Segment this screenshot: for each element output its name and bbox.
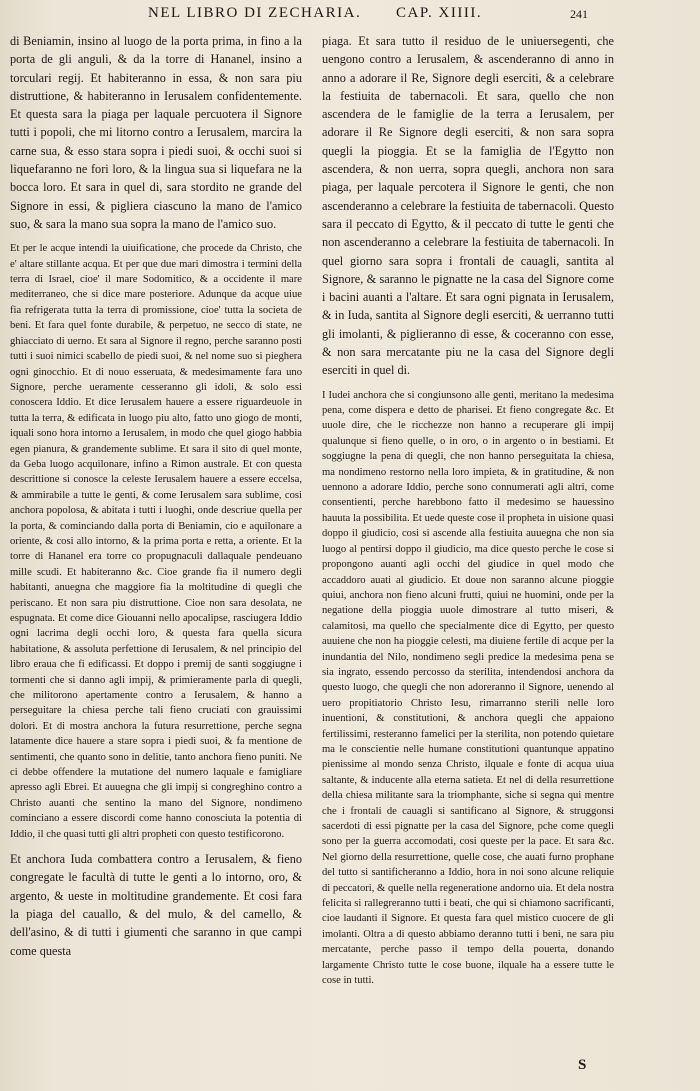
chapter-number: CAP. XIIII. [396, 5, 483, 21]
left-column [10, 32, 302, 960]
scripture-text-right: piaga. Et sara tutto il residuo de le uniuersegenti, che uengono contro a Ierusalem, & ascenderanno di anno in anno a adorare il Re, Signore degli eserciti, & a celebrare la festiuita de tabernacoli. Et sara, quello che non ascendera de le famiglie de la terra a Ierusalem, per adorare il Re Signore degli eserciti, & non sara sopra quegli la pioggia. Et se la famiglia de l'Egytto non ascendera, & non uerra, sopra quegli, anchora non sara piaga, per laquale percotera il Signore le genti, che non ascenderanno a celebrare la festiuita de tabernacoli. Questo sara il peccato di Egytto, & il peccato di tutte le genti che non ascenderanno a celebrare la festiuita de tabernacoli. In quel giorno sara sopra i frontali de cauagli, santita al Signore, & saranno le pignatte ne la casa del Signore come i bacini auanti a l'altare. Et sara ogni pignata in Ierusalem, & in Iuda, santita al Signore degli eserciti, & uerranno tutti gli imolanti, & piglieranno di esse, & coceranno con esse, & non sara mercatante piu ne la casa del Signore degli eserciti in quel di. [322, 34, 614, 378]
running-title: NEL LIBRO DI ZECHARIA. [148, 5, 362, 21]
folio-number: 241 [570, 7, 588, 21]
scripture-text-closing: Et anchora Iuda combattera contro a Ierusalem, & fieno congregate le facultà di tutte le genti a lo intorno, oro, & argento, & ueste in moltitudine grandemente. Et cosi fara la piaga del cauallo, & del mulo, & del camello, & dell'asino, & di tutti i giumenti che saranno in que campi come questa [10, 852, 302, 958]
right-column [322, 32, 614, 988]
scripture-text-opening: di Beniamin, insino al luogo de la porta prima, in fino a la porta de gli anguli, & da la torre di Hananel, insino a torculari regij. Et habiteranno in essa, & non sara piu distruttione, & habiteranno in Ierusalem confidentemente. Et questa sara la piaga per laquale percuotera il Signore tutti i popoli, che mi litorno contro a Ierusalem, marcira la carne sua, & esso stara sopra i piedi suoi, & occhi suoi si liquefaranno ne fori loro, & la lingua sua si liquefara ne la bocca loro. Et sara in quel di, sara stordito ne grande del Signore in essi, & pigliera ciascuno la mano de l'amico suo, & sara la mano sua sopra la mano de l'amico suo. [10, 34, 302, 231]
commentary-text-right: I Iudei anchora che si congiunsono alle genti, meritano la medesima pena, come dispera e detto de pharisei. Et fieno congregate &c. Et uuole dire, che le ricchezze non hanno a recuperare gli impij qualunque si fieno quelle, o in oro, o in argento o in bestiami. Et soggiugne la pena di quegli, che non hanno perseguitata la chiesa, ma nondimeno restorno nella loro impieta, & in gratitudine, & non uennono a adorare Iddio, perche sono connumerati agli altri, come consentienti, perche harebbono fatto il medesimo se hauessino hauuta la possibilita. Et uede queste cose il propheta in uisione quasi doppo il giudicio, cosi si ascende alla festiuita auuegna che non sia luogo al pentirsi doppo il giudicio, ma dice questo perche le cose si propongono auanti agli occhi del giudice in quel modo che accaddoro auati al giudicio. Et doue non saranno alcune pioggie quiui, anchora non fieno alcuni frutti, quiui ne huomini, onde per la negatione della pioggia uuole dimostrare al tutto miseri, & calamitosi, ma quello che specialmente dice di Egytto, per questo auuiene che non ha pioggie celesti, ma diuiene fertile di acque per la inundantia del Nilo, nondimeno segli predice la medesima pena se sia ingrato, essendo percosso da sterilita, intendendosi anchora da questo luogo, che quegli che non adoreranno il Signore, uenendo al uero propitiatorio Christo Iesu, rimarranno sterili nelle loro inuentioni, & constitutioni, & anchora quegli che appaiono fertilissimi, resteranno famelici per la sterilita, non potendo quietare ma le conscientie nelle humane constitutioni quantunque appatino pienissime al mondo senza Christo, ilquale e fonte di acqua uiua saltante, & inducente alla eterna satieta. Et nel di della resurrettione della chiesa militante sara la triomphante, siche si segna qui mentre che i frontali de cauagli si santificano al Signore, & struggonsi sacerdoti di essi pignatte per la casa del Signore, pche come quegli sono per la guerra accomodati, cosi queste per la pace. Et sara &c. Nel giorno della resurrettione, quelle cose, che auati furno prophane del tutto si santificheranno a Iddio, hora in noi sono alcune reliquie di peccatori, & quelle nella regeneratione andorno uia. Et dela nostra felicita si rallegreranno tutti i beati, che qui si chiamono sacrificanti, cioe laudanti il Signore. Et questa fara quel mistico cuocere de gli imolanti. Oltra a di questo abbiamo deranno tutti i beni, ne sara piu mercatante, perche passo il tempo della pouerta, donando largamente Christo tutte le cose buone, ilquale ha a essere tutte le cose in tutti. [322, 389, 614, 987]
commentary-text-left: Et per le acque intendi la uiuificatione, che procede da Christo, che e' altare stillante acqua. Et per que due mari dimostra i termini della terra di Israel, cioe' il mare Sodomitico, & a occidente il mare mediterraneo, che si dice mare posteriore. Adunque da acque uiue fia refrigerata tutta la terra di promissione, cioe' tutta la societa de beni. Et fara quel fonte durabile, & perpetuo, ne secco di state, ne ghiacciato di uerno. Et sara al Signore il regno, perche saranno posti tutti i suoi nimici scabello de piedi suoi, & nel nome suo si pieghera ogni ginocchio. Et di nouo esseruata, & medesimamente fara uno Signore, perche ueramente cesseranno gli idoli, & solo essi conoscera Iddio. Et dice Ierusalem hauere a essere riguardeuole in tutta la terra, & edificata in luogo piu alto, fatto uno giogo de monti, iquali sono hora intorno a Ierusalem, in modo che quel giogo habbia egen pianura, & grandemente sublime. Et sara il sito di quel monte, da Geba luogo acquilonare, infino a Rimon australe. Et con questa descrittione si conosce la celeste Ierusalem hauere a essere eccelsa, & ammirabile a tutte le genti, & come Ierusalem sara sublime, cosi anchora popolosa, & abitata i tutti i luoghi, onde descriue quella per la porta, & cominciando dalla porta di Beniamin, cio e aquilonare a oriente, & cosi allo intorno, & la prima porta e retta, a oriente. Et la torre di Hananel era torre co propugnaculi dallaquale pendeuano mille scudi. Et habiteranno &c. Cioe grande fia il numero degli habitanti, anuegna che maggiore fia la moltitudine di quegli che periscano. Et non sara piu distruttione. Cioe non sara desolata, ne espugnata. Et come dice Giouanni nello apocalipse, rasciugera Iddio ogni lacrima degli occhi loro, & questa fara quella sicura habitatione, & assoluta perfettione di Ierusalem, & nel principio del libro eraua che fi edificassi. Et doppo i premij de santi soggiugne i tormenti che si danno agli impij, & primieramente parla di quegli, che militorono apertamente contro a Ierusalem, & hanno a perseguitare la chiesa perche tali fieno cruciati con grauissimi dolori. Et di mostra anchora la futura resurrettione, perche segna latamente dice hauere a stare sopra i piedi suoi, & fa mentione de sentimenti, che quanto sono in delitie, tanto anchora fieno puniti. Ne ci debbe offendere la mutatione del numero laquale e famigliare apresso agli Ebrei. Et auuegna che gli impij si congreghino contro a Christo auanti che sentino la mano del Signore, nondimeno cominciano a essere discordi come hanno conosciuta la potentia di Iddio, il che quasi tutti gli altri propheti con questo testificorono. [10, 243, 302, 840]
signature-mark: S [578, 1057, 587, 1073]
running-head [148, 5, 588, 27]
